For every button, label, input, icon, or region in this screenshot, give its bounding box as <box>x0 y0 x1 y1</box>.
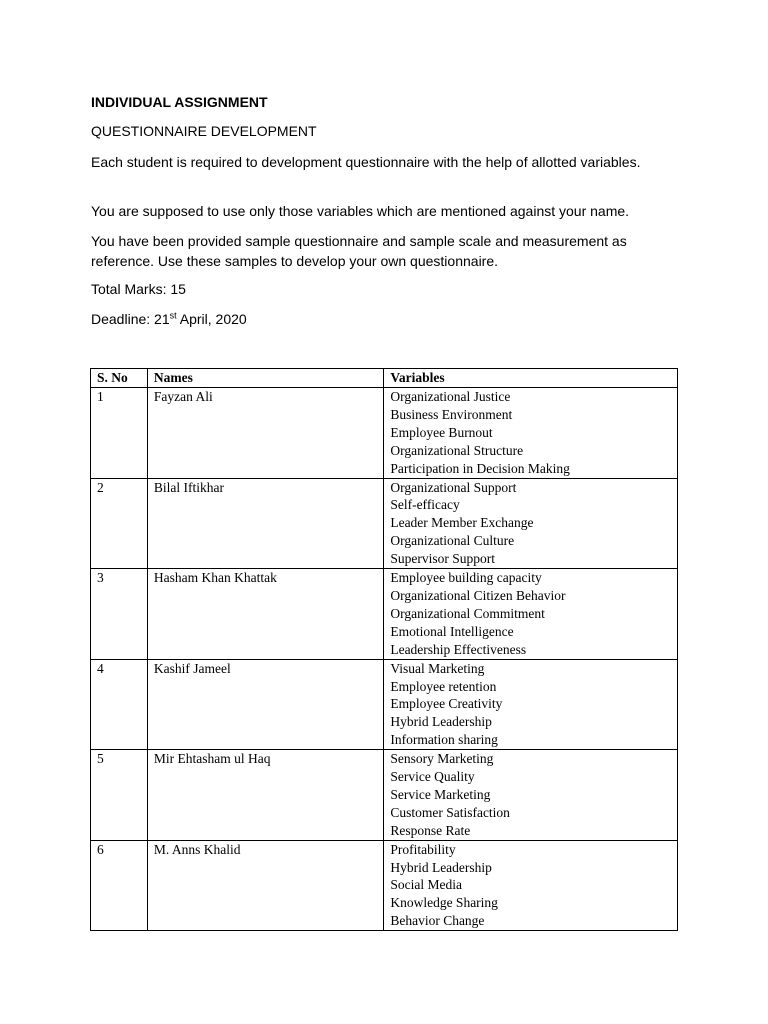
variable-item: Profitability <box>390 841 456 857</box>
total-marks: Total Marks: 15 <box>91 281 186 297</box>
variable-item: Service Quality <box>390 769 475 785</box>
row-variables <box>384 750 678 841</box>
row-sno <box>91 840 148 931</box>
row-name <box>147 840 383 931</box>
table-row <box>91 750 678 841</box>
variable-item: Participation in Decision Making <box>390 460 570 476</box>
row-name-text: Mir Ehtasham ul Haq <box>153 751 271 767</box>
variables-note-paragraph: You are supposed to use only those variables which are mentioned against your name. <box>91 203 630 219</box>
row-name <box>147 569 383 660</box>
header-names: Names <box>147 369 383 388</box>
variable-item: Organizational Commitment <box>390 605 545 621</box>
variable-item: Visual Marketing <box>390 660 485 676</box>
variable-item: Organizational Structure <box>390 442 524 458</box>
variable-item: Emotional Intelligence <box>390 623 514 639</box>
row-sno-text: 4 <box>97 660 104 676</box>
table-row <box>91 569 678 660</box>
variable-item: Employee Burnout <box>390 424 493 440</box>
row-sno-text: 3 <box>97 570 104 586</box>
table-row <box>91 840 678 931</box>
variable-item: Leadership Effectiveness <box>390 641 527 657</box>
table-row <box>91 659 678 750</box>
variable-item: Employee Creativity <box>390 696 503 712</box>
row-variables <box>384 478 678 569</box>
variable-item: Service Marketing <box>390 786 491 802</box>
deadline-ordinal-suffix: st <box>169 310 177 321</box>
assignment-table <box>90 368 678 931</box>
deadline-prefix: Deadline: 21 <box>91 311 170 327</box>
variable-item: Behavior Change <box>390 913 485 929</box>
variable-item: Social Media <box>390 877 462 893</box>
variable-item: Leader Member Exchange <box>390 515 534 531</box>
variable-item: Organizational Citizen Behavior <box>390 587 566 603</box>
intro-paragraph: Each student is required to development questionnaire with the help of allotted variables. <box>91 154 641 170</box>
variable-item: Business Environment <box>390 406 513 422</box>
table-header-row <box>91 369 678 388</box>
table-row <box>91 478 678 569</box>
header-variables: Variables <box>384 369 678 388</box>
row-sno <box>91 659 148 750</box>
table-row <box>91 388 678 479</box>
variable-item: Self-efficacy <box>390 497 460 513</box>
row-variables <box>384 388 678 479</box>
row-sno-text: 6 <box>97 841 104 857</box>
row-name <box>147 659 383 750</box>
row-variables <box>384 569 678 660</box>
variable-item: Customer Satisfaction <box>390 804 510 820</box>
row-name <box>147 750 383 841</box>
variable-item: Response Rate <box>390 822 471 838</box>
variable-item: Organizational Culture <box>390 533 515 549</box>
header-sno: S. No <box>91 369 148 388</box>
row-sno <box>91 388 148 479</box>
samples-note-paragraph: You have been provided sample questionnaire and sample scale and measurement as reference. Use these samples to develop your own questionnaire. <box>91 233 627 269</box>
row-variables <box>384 840 678 931</box>
row-sno-text: 5 <box>97 751 104 767</box>
variable-item: Hybrid Leadership <box>390 859 492 875</box>
row-sno <box>91 569 148 660</box>
variable-item: Organizational Support <box>390 479 517 495</box>
variable-item: Employee building capacity <box>390 570 542 586</box>
row-variables <box>384 659 678 750</box>
row-sno-text: 1 <box>97 389 104 404</box>
variable-item: Knowledge Sharing <box>390 895 498 911</box>
row-name-text: Hasham Khan Khattak <box>153 570 277 586</box>
row-name <box>147 478 383 569</box>
variable-item: Employee retention <box>390 678 497 694</box>
variable-item: Organizational Justice <box>390 389 511 404</box>
deadline <box>91 309 691 329</box>
row-sno-text: 2 <box>97 479 104 495</box>
document-title: INDIVIDUAL ASSIGNMENT <box>91 94 268 110</box>
variable-item: Hybrid Leadership <box>390 714 492 730</box>
deadline-suffix: April, 2020 <box>176 311 247 327</box>
row-sno <box>91 750 148 841</box>
row-name-text: Kashif Jameel <box>153 660 231 676</box>
row-name-text: M. Anns Khalid <box>153 841 241 857</box>
variable-item: Information sharing <box>390 732 498 748</box>
variable-item: Sensory Marketing <box>390 751 494 767</box>
document-subtitle: QUESTIONNAIRE DEVELOPMENT <box>91 123 317 139</box>
row-sno <box>91 478 148 569</box>
variable-item: Supervisor Support <box>390 551 495 567</box>
row-name-text: Fayzan Ali <box>153 389 213 404</box>
row-name <box>147 388 383 479</box>
row-name-text: Bilal Iftikhar <box>153 479 225 495</box>
